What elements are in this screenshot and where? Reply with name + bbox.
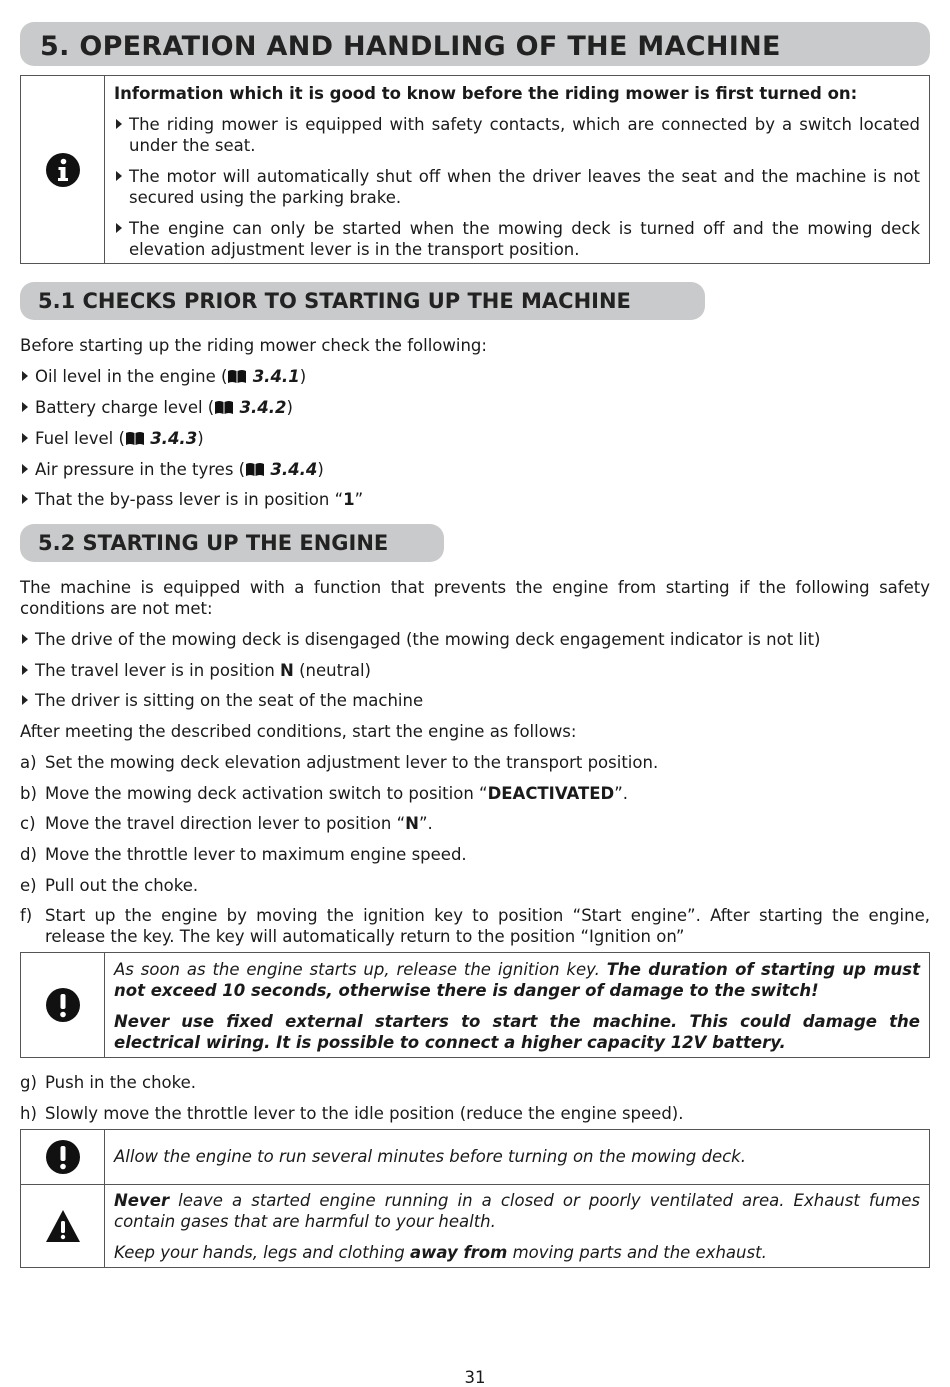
info-box — [20, 75, 930, 264]
note-text: Allow the engine to run several minutes before turning on the mowing deck. — [114, 1147, 746, 1166]
info-item: The riding mower is equipped with safety contacts, which are connected by a switch located under the seat. — [114, 114, 920, 156]
step-a: a) Set the mowing deck elevation adjustment lever to the transport position. — [20, 753, 659, 772]
check-item: Oil level in the engine ( 3.4.1) — [20, 366, 306, 387]
warning-text: Never use fixed external starters to start the machine. This could damage the electrical wiring. It is possible to connect a higher capacity 12V battery. — [114, 1012, 920, 1052]
section-title: 5. OPERATION AND HANDLING OF THE MACHINE — [20, 22, 930, 66]
info-heading: Information which it is good to know before the riding mower is first turned on: — [114, 84, 858, 103]
step-f: f) Start up the engine by moving the ignition key to position “Start engine”. After starting the engine, release the key. The key will automatically return to the position “Ignition on” — [20, 906, 930, 946]
subsection-title-5-1: 5.1 CHECKS PRIOR TO STARTING UP THE MACHINE — [20, 282, 705, 320]
page-number: 31 — [464, 1368, 486, 1387]
condition-item: The driver is sitting on the seat of the machine — [20, 690, 423, 711]
step-c: c) Move the travel direction lever to position “N”. — [20, 814, 433, 833]
hazard-text: Never leave a started engine running in a closed or poorly ventilated area. Exhaust fumes contain gases that are harmful to your health. — [114, 1191, 920, 1231]
book-icon — [214, 400, 234, 415]
after-conditions: After meeting the described conditions, start the engine as follows: — [20, 722, 577, 741]
warning-triangle-icon — [45, 1208, 81, 1244]
check-item: Fuel level ( 3.4.3) — [20, 428, 204, 449]
exclamation-icon — [45, 987, 81, 1023]
book-icon — [245, 462, 265, 477]
info-icon — [45, 152, 81, 188]
check-item: Battery charge level ( 3.4.2) — [20, 397, 293, 418]
step-g: g) Push in the choke. — [20, 1073, 197, 1092]
condition-item: The drive of the mowing deck is disengaged (the mowing deck engagement indicator is not lit) — [20, 629, 820, 650]
step-d: d) Move the throttle lever to maximum engine speed. — [20, 845, 467, 864]
book-icon — [125, 431, 145, 446]
hazard-text: Keep your hands, legs and clothing away from moving parts and the exhaust. — [114, 1243, 767, 1262]
warning-text: As soon as the engine starts up, release the ignition key. The duration of starting up must not exceed 10 seconds, otherwise there is danger of damage to the switch! — [114, 960, 920, 1000]
warning-box — [20, 952, 930, 1058]
info-item: The engine can only be started when the mowing deck is turned off and the mowing deck elevation adjustment lever is in the transport position. — [114, 218, 920, 260]
check-item: That the by-pass lever is in position “1” — [20, 489, 363, 510]
check-item: Air pressure in the tyres ( 3.4.4) — [20, 459, 324, 480]
book-icon — [227, 369, 247, 384]
condition-item: The travel lever is in position N (neutral) — [20, 660, 371, 681]
info-item: The motor will automatically shut off when the driver leaves the seat and the machine is not secured using the parking brake. — [114, 166, 920, 208]
note-box — [20, 1129, 930, 1268]
subsection-title-5-2: 5.2 STARTING UP THE ENGINE — [20, 524, 444, 562]
checks-intro: Before starting up the riding mower check the following: — [20, 336, 487, 355]
starting-intro: The machine is equipped with a function that prevents the engine from starting if the following safety conditions are not met: — [20, 578, 930, 618]
step-h: h) Slowly move the throttle lever to the idle position (reduce the engine speed). — [20, 1104, 684, 1123]
step-b: b) Move the mowing deck activation switch to position “DEACTIVATED”. — [20, 784, 628, 803]
step-e: e) Pull out the choke. — [20, 876, 199, 895]
exclamation-icon — [45, 1139, 81, 1175]
